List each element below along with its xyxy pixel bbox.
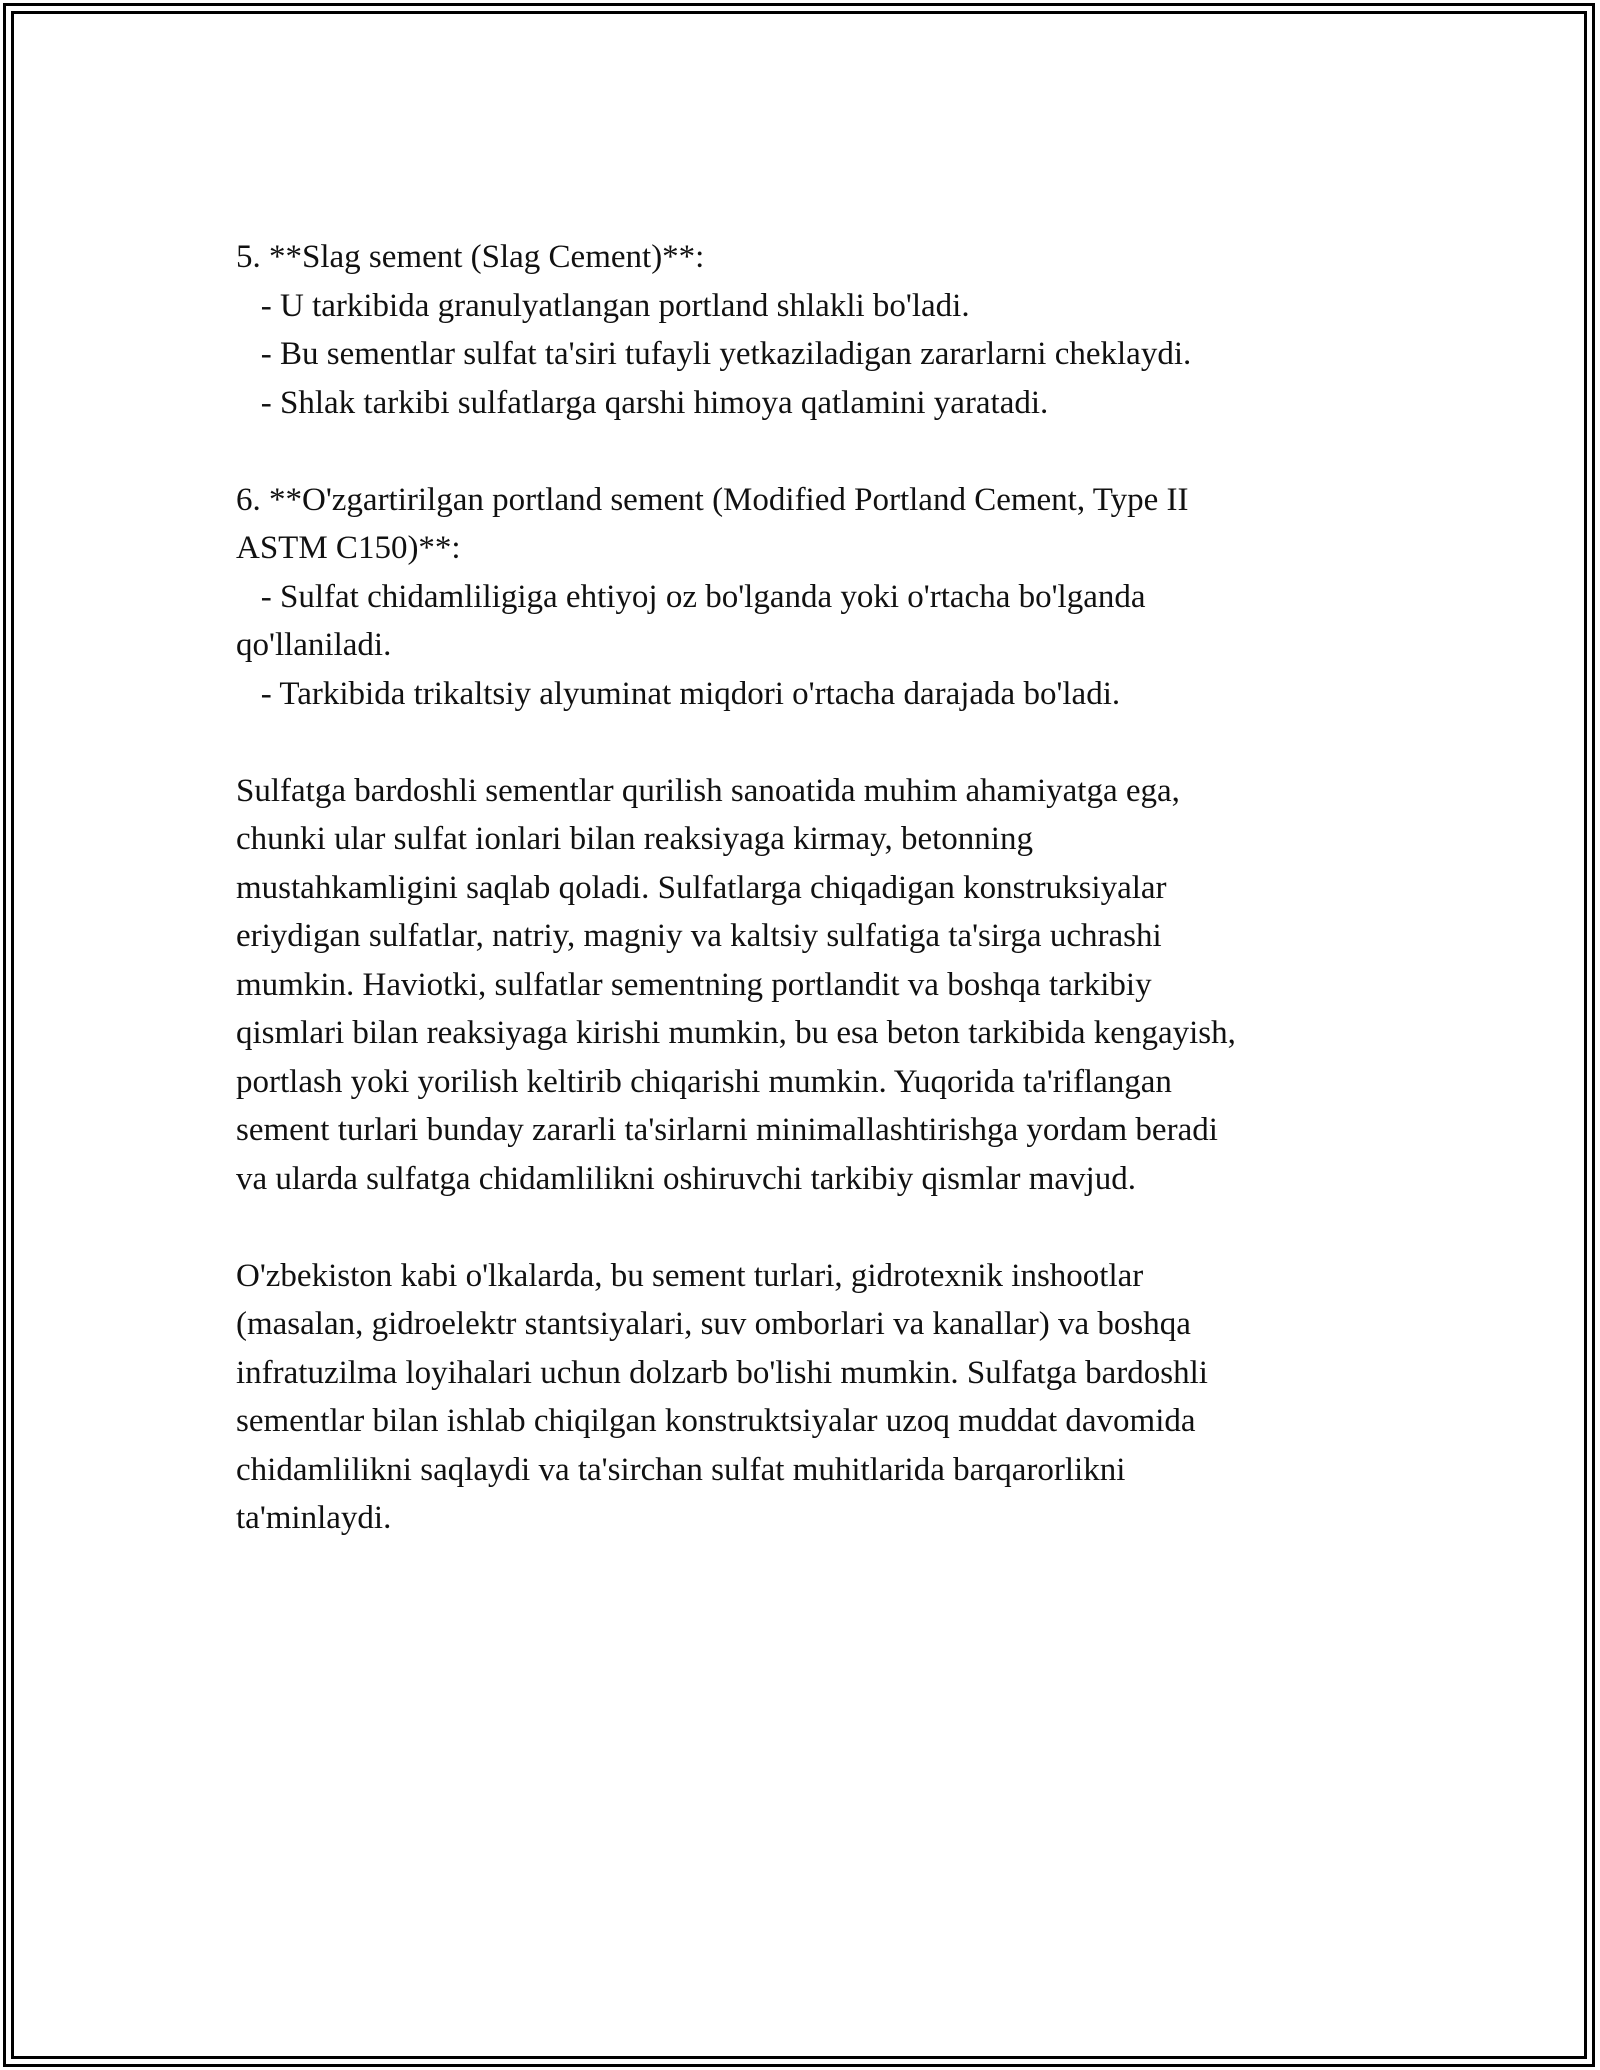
text-line: qo'llaniladi.: [236, 627, 392, 663]
text-line: O'zbekiston kabi o'lkalarda, bu sement turlari, gidrotexnik inshootlar: [236, 1257, 1144, 1294]
text-line: infratuzilma loyihalari uchun dolzarb bo'lishi mumkin. Sulfatga bardoshli: [236, 1354, 1208, 1391]
section-modified-portland-cement: [236, 476, 1366, 719]
paragraph-uzbekistan: [236, 1252, 1366, 1543]
text-line: Sulfatga bardoshli sementlar qurilish sanoatida muhim ahamiyatga ega,: [236, 772, 1180, 809]
text-line: mumkin. Haviotki, sulfatlar sementning portlandit va boshqa tarkibiy: [236, 966, 1152, 1003]
section-slag-cement: [236, 233, 1366, 427]
text-line: - Shlak tarkibi sulfatlarga qarshi himoya qatlamini yaratadi.: [236, 384, 1049, 421]
text-line: 5. **Slag sement (Slag Cement)**:: [236, 239, 705, 275]
document-body: [236, 233, 1366, 1543]
text-line: ta'minlaydi.: [236, 1500, 392, 1536]
text-line: ASTM C150)**:: [236, 530, 461, 566]
text-line: - Sulfat chidamliligiga ehtiyoj oz bo'lganda yoki o'rtacha bo'lganda: [236, 578, 1146, 615]
text-line: qismlari bilan reaksiyaga kirishi mumkin, bu esa beton tarkibida kengayish,: [236, 1015, 1236, 1051]
text-line: chidamlilikni saqlaydi va ta'sirchan sulfat muhitlarida barqarorlikni: [236, 1451, 1126, 1488]
text-line: - Bu sementlar sulfat ta'siri tufayli yetkaziladigan zararlarni cheklaydi.: [236, 336, 1192, 372]
text-line: sementlar bilan ishlab chiqilgan konstruktsiyalar uzoq muddat davomida: [236, 1403, 1196, 1439]
text-line: (masalan, gidroelektr stantsiyalari, suv omborlari va kanallar) va boshqa: [236, 1306, 1191, 1342]
text-line: chunki ular sulfat ionlari bilan reaksiyaga kirmay, betonning: [236, 821, 1033, 857]
paragraph-sulfate-resistance: [236, 767, 1366, 1204]
text-line: - Tarkibida trikaltsiy alyuminat miqdori o'rtacha darajada bo'ladi.: [236, 675, 1121, 712]
text-line: - U tarkibida granulyatlangan portland shlakli bo'ladi.: [236, 287, 970, 324]
text-line: mustahkamligini saqlab qoladi. Sulfatlarga chiqadigan konstruksiyalar: [236, 869, 1167, 906]
text-line: sement turlari bunday zararli ta'sirlarni minimallashtirishga yordam beradi: [236, 1112, 1218, 1148]
text-line: 6. **O'zgartirilgan portland sement (Modified Portland Cement, Type II: [236, 481, 1189, 518]
text-line: eriydigan sulfatlar, natriy, magniy va kaltsiy sulfatiga ta'sirga uchrashi: [236, 918, 1162, 954]
text-line: portlash yoki yorilish keltirib chiqarishi mumkin. Yuqorida ta'riflangan: [236, 1063, 1172, 1100]
text-line: va ularda sulfatga chidamlilikni oshiruvchi tarkibiy qismlar mavjud.: [236, 1160, 1136, 1197]
